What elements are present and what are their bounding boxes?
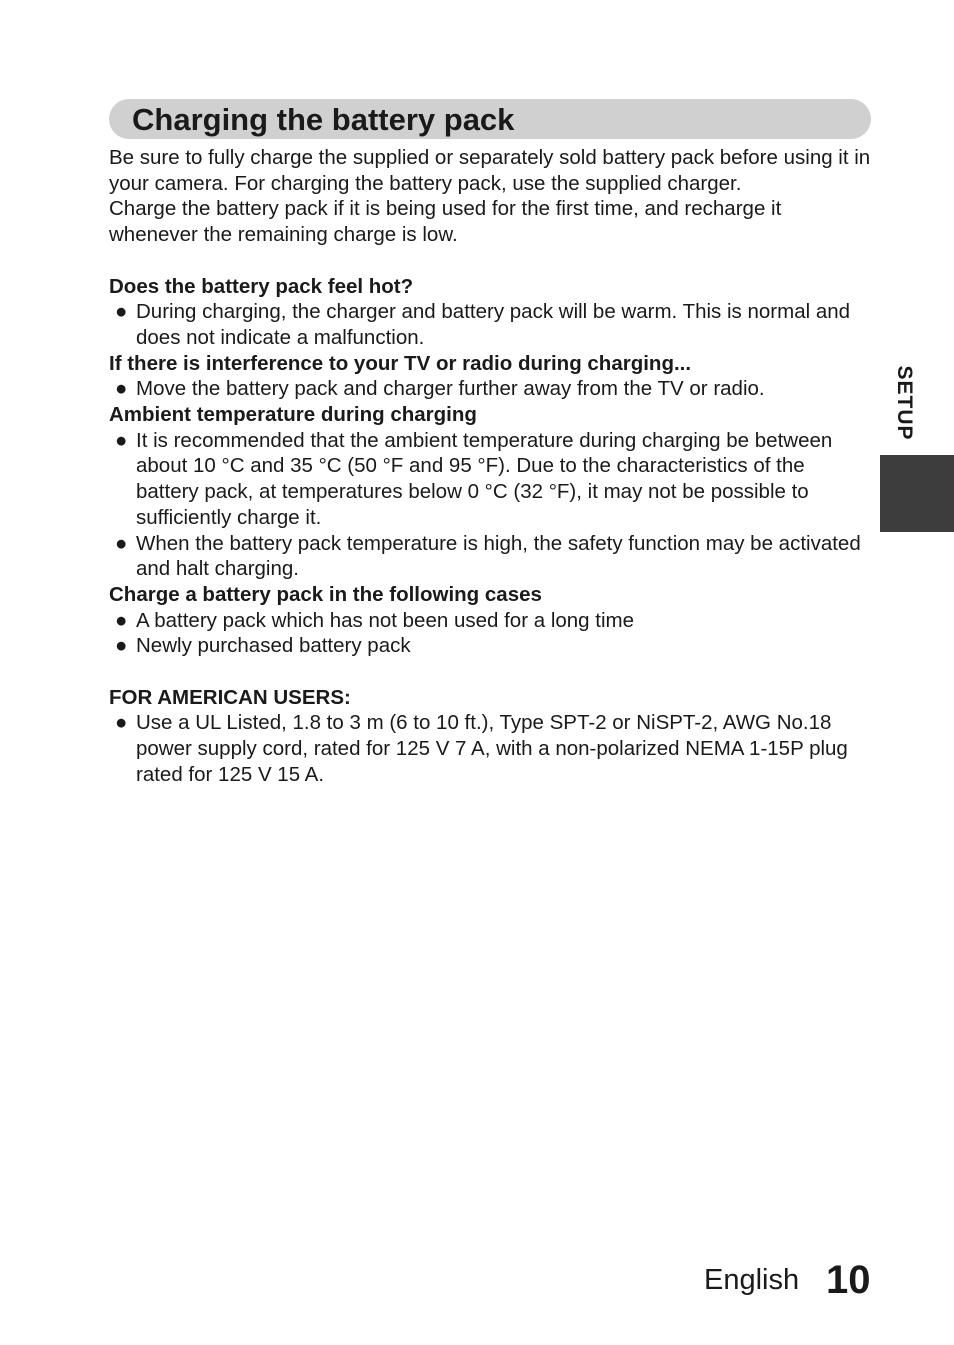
bullet-dot: ● — [115, 377, 128, 401]
bullet-dot: ● — [115, 634, 128, 658]
section-heading: If there is interference to your TV or radio during charging... — [109, 351, 692, 375]
section-thumb-tab — [880, 455, 954, 532]
bullet-item — [109, 710, 871, 787]
spacer — [109, 248, 871, 274]
spacer — [109, 659, 871, 685]
bullet-text: It is recommended that the ambient temperature during charging be between about 10 °C and 35 °C (50 °F and 95 °F). Due to the characteristics of the battery pack, at temperatures below 0 °C (32 °F), it may not be possible to sufficiently charge it. — [136, 428, 833, 529]
bullet-item — [109, 608, 871, 634]
bullet-text: Move the battery pack and charger further away from the TV or radio. — [136, 377, 765, 401]
bullet-item — [109, 299, 871, 350]
page-title: Charging the battery pack — [132, 102, 515, 137]
bullet-text: A battery pack which has not been used for a long time — [136, 608, 634, 632]
intro-paragraph: Be sure to fully charge the supplied or separately sold battery pack before using it in your camera. For charging the battery pack, use the supplied charger. — [109, 146, 871, 195]
bullet-text: Newly purchased battery pack — [136, 634, 411, 658]
footer-language: English — [704, 1264, 800, 1296]
bullet-item — [109, 428, 871, 531]
side-label-text: SETUP — [893, 365, 916, 441]
bullet-item — [109, 531, 871, 582]
bullet-dot: ● — [115, 428, 128, 452]
page-number: 10 — [826, 1258, 871, 1302]
section-heading: Does the battery pack feel hot? — [109, 274, 414, 298]
section-heading: Ambient temperature during charging — [109, 403, 477, 427]
section-title-bar — [109, 99, 871, 139]
intro-paragraph: Charge the battery pack if it is being used for the first time, and recharge it whenever the remaining charge is low. — [109, 197, 782, 247]
bullet-text: When the battery pack temperature is high, the safety function may be activated and halt charging. — [136, 531, 861, 581]
bullet-dot: ● — [115, 531, 128, 555]
bullet-dot: ● — [115, 711, 128, 735]
main-content — [109, 145, 871, 788]
american-users-heading: FOR AMERICAN USERS: — [109, 685, 351, 709]
bullet-item — [109, 633, 871, 659]
bullet-text: During charging, the charger and battery pack will be warm. This is normal and does not indicate a malfunction. — [136, 300, 851, 349]
bullet-item — [109, 376, 871, 402]
bullet-dot: ● — [115, 300, 128, 324]
bullet-text: Use a UL Listed, 1.8 to 3 m (6 to 10 ft.), Type SPT-2 or NiSPT-2, AWG No.18 power supply cord, rated for 125 V 7 A, with a non-polarized NEMA 1-15P plug rated for 125 V 15 A. — [136, 711, 848, 786]
section-heading: Charge a battery pack in the following cases — [109, 582, 542, 606]
bullet-dot: ● — [115, 608, 128, 632]
section-side-label — [876, 355, 932, 451]
